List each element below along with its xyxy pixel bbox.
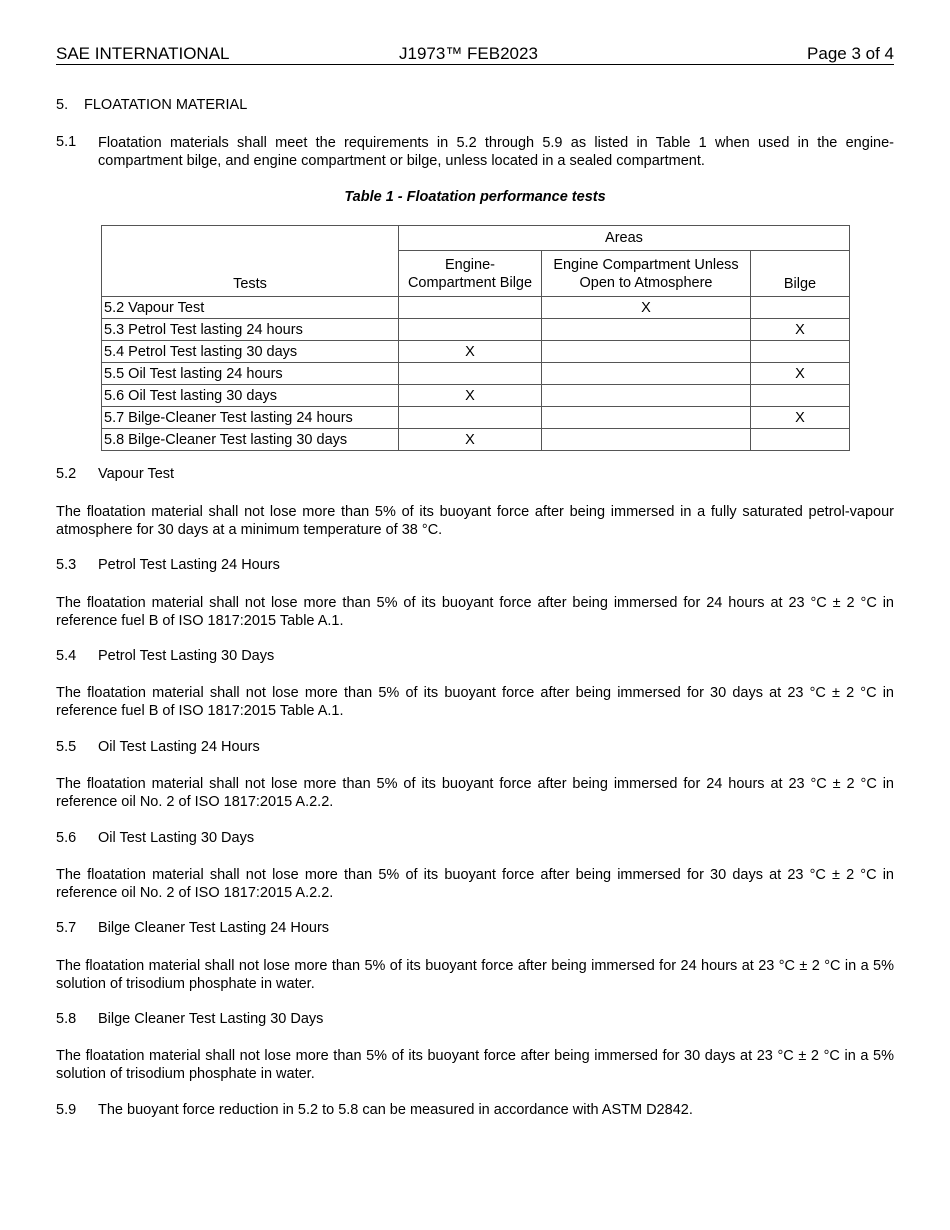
cell-engine-bilge: X: [399, 341, 542, 363]
cell-bilge: [751, 385, 850, 407]
table-row: [102, 363, 850, 385]
cell-engine-bilge: [399, 319, 542, 341]
test-name: 5.2 Vapour Test: [102, 297, 399, 319]
test-name: 5.6 Oil Test lasting 30 days: [102, 385, 399, 407]
areas-header: Areas: [399, 226, 850, 251]
page-header: [56, 44, 894, 65]
cell-bilge: [751, 341, 850, 363]
cell-engine-compartment: [542, 429, 751, 451]
cell-engine-compartment: [542, 341, 751, 363]
table-row: [102, 407, 850, 429]
subsection-title: Petrol Test Lasting 30 Days: [98, 648, 275, 664]
clause-5-9-number: 5.9: [56, 1102, 77, 1118]
subsection-title: Bilge Cleaner Test Lasting 30 Days: [98, 1011, 324, 1027]
subsection-number: 5.2: [56, 466, 77, 482]
cell-engine-compartment: [542, 319, 751, 341]
cell-engine-compartment: X: [542, 297, 751, 319]
subsection-number: 5.7: [56, 920, 77, 936]
tests-header: Tests: [102, 226, 399, 297]
table-row: [102, 319, 850, 341]
subsection-number: 5.8: [56, 1011, 77, 1027]
test-name: 5.5 Oil Test lasting 24 hours: [102, 363, 399, 385]
col-header-engine-compartment-bilge: Engine- Compartment Bilge: [399, 251, 542, 297]
col-header-engine-compartment: Engine Compartment Unless Open to Atmosphere: [542, 251, 751, 297]
cell-engine-bilge: [399, 297, 542, 319]
clause-5-9-text: The buoyant force reduction in 5.2 to 5.8 can be measured in accordance with ASTM D2842.: [98, 1102, 693, 1118]
subsection-number: 5.5: [56, 739, 77, 755]
test-name: 5.8 Bilge-Cleaner Test lasting 30 days: [102, 429, 399, 451]
subsection-text: The floatation material shall not lose more than 5% of its buoyant force after being immersed for 30 days at 23 °C ± 2 °C in a 5% solution of trisodium phosphate in water.: [56, 1048, 894, 1082]
cell-engine-bilge: X: [399, 385, 542, 407]
subsection-number: 5.6: [56, 830, 77, 846]
table-row: [102, 297, 850, 319]
cell-engine-bilge: X: [399, 429, 542, 451]
section-title: FLOATATION MATERIAL: [84, 97, 248, 113]
table-row: [102, 429, 850, 451]
subsection-text: The floatation material shall not lose more than 5% of its buoyant force after being immersed for 30 days at 23 °C ± 2 °C in reference fuel B of ISO 1817:2015 Table A.1.: [56, 685, 894, 719]
cell-bilge: [751, 297, 850, 319]
table-row: [102, 385, 850, 407]
cell-engine-compartment: [542, 385, 751, 407]
subsection-text: The floatation material shall not lose more than 5% of its buoyant force after being immersed for 24 hours at 23 °C ± 2 °C in reference oil No. 2 of ISO 1817:2015 A.2.2.: [56, 776, 894, 810]
header-doc-id: J1973™ FEB2023: [399, 44, 538, 63]
cell-bilge: [751, 429, 850, 451]
header-org: SAE INTERNATIONAL: [56, 44, 230, 63]
subsection-title: Vapour Test: [98, 466, 175, 482]
test-name: 5.3 Petrol Test lasting 24 hours: [102, 319, 399, 341]
cell-bilge: X: [751, 407, 850, 429]
subsection-number: 5.4: [56, 648, 77, 664]
subsection-title: Bilge Cleaner Test Lasting 24 Hours: [98, 920, 330, 936]
subsection-text: The floatation material shall not lose more than 5% of its buoyant force after being immersed for 24 hours at 23 °C ± 2 °C in a 5% solution of trisodium phosphate in water.: [56, 958, 894, 992]
subsection-number: 5.3: [56, 557, 77, 573]
clause-5-1-number: 5.1: [56, 134, 77, 150]
subsection-text: The floatation material shall not lose more than 5% of its buoyant force after being immersed for 30 days at 23 °C ± 2 °C in reference oil No. 2 of ISO 1817:2015 A.2.2.: [56, 867, 894, 901]
cell-engine-bilge: [399, 407, 542, 429]
subsection-title: Petrol Test Lasting 24 Hours: [98, 557, 280, 573]
subsection-title: Oil Test Lasting 30 Days: [98, 830, 255, 846]
cell-engine-compartment: [542, 407, 751, 429]
floatation-tests-table: [101, 225, 850, 451]
cell-bilge: X: [751, 363, 850, 385]
cell-engine-bilge: [399, 363, 542, 385]
subsection-text: The floatation material shall not lose more than 5% of its buoyant force after being immersed for 24 hours at 23 °C ± 2 °C in reference fuel B of ISO 1817:2015 Table A.1.: [56, 595, 894, 629]
test-name: 5.4 Petrol Test lasting 30 days: [102, 341, 399, 363]
col-header-bilge: Bilge: [751, 251, 850, 297]
cell-engine-compartment: [542, 363, 751, 385]
subsection-title: Oil Test Lasting 24 Hours: [98, 739, 260, 755]
table-row: [102, 341, 850, 363]
table-caption: Table 1 - Floatation performance tests: [344, 189, 606, 205]
subsection-text: The floatation material shall not lose more than 5% of its buoyant force after being immersed in a fully saturated petrol-vapour atmosphere for 30 days at a minimum temperature of 38 °C.: [56, 504, 894, 538]
header-page-number: Page 3 of 4: [807, 44, 894, 63]
clause-5-1-text: Floatation materials shall meet the requirements in 5.2 through 5.9 as listed in Table 1 when used in the engine-compartment bilge, and engine compartment or bilge, unless located in a sealed compartment.: [98, 135, 894, 169]
test-name: 5.7 Bilge-Cleaner Test lasting 24 hours: [102, 407, 399, 429]
cell-bilge: X: [751, 319, 850, 341]
section-number: 5.: [56, 97, 69, 113]
